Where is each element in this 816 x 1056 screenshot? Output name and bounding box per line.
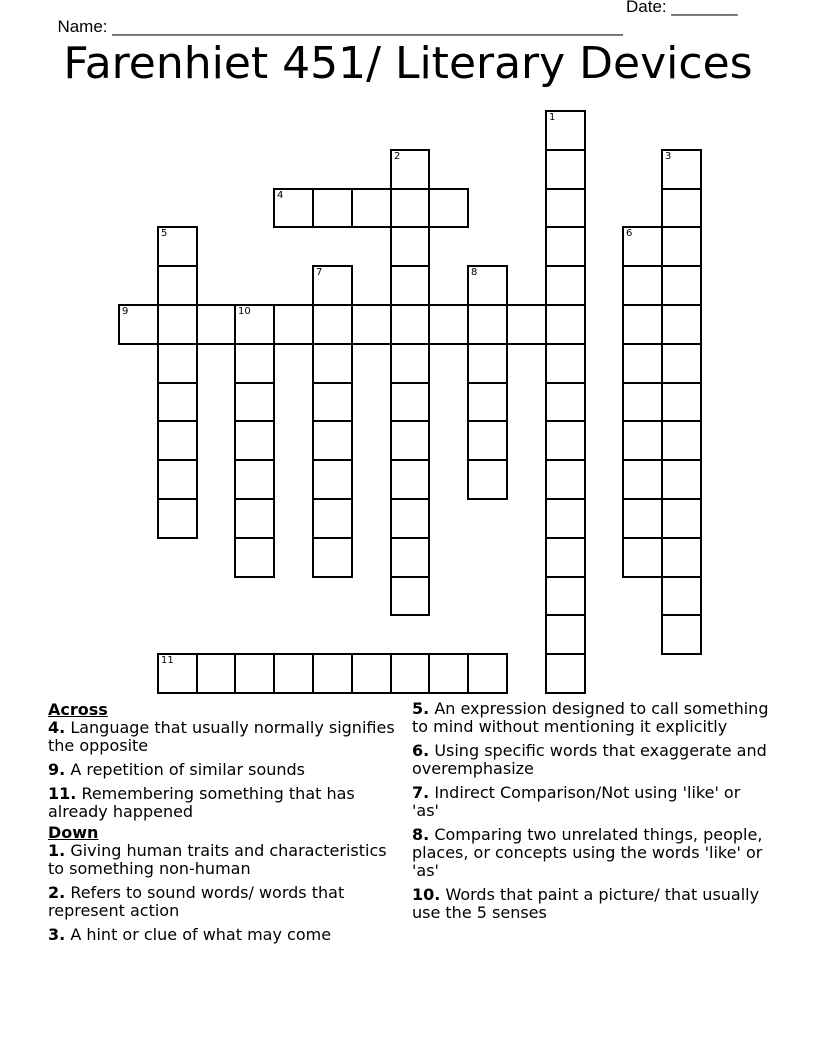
- crossword-cell[interactable]: [196, 653, 236, 694]
- crossword-cell[interactable]: [661, 537, 702, 578]
- crossword-cell[interactable]: [428, 653, 469, 694]
- crossword-cell[interactable]: [428, 304, 469, 345]
- crossword-cell[interactable]: [622, 343, 663, 384]
- crossword-cell[interactable]: [234, 653, 275, 694]
- clue-number: 3.: [48, 925, 66, 944]
- crossword-cell[interactable]: [661, 420, 702, 461]
- crossword-cell[interactable]: [545, 653, 586, 694]
- crossword-cell[interactable]: [157, 420, 198, 461]
- clue-text: Comparing two unrelated things, people, places, or concepts using the words 'like' or 'as': [412, 825, 763, 880]
- crossword-cell[interactable]: [545, 459, 586, 500]
- clue-number: 2.: [48, 883, 66, 902]
- crossword-cell[interactable]: [312, 498, 353, 539]
- crossword-cell[interactable]: [545, 382, 586, 422]
- clue-number-label: 9: [122, 306, 129, 317]
- crossword-cell[interactable]: [390, 459, 430, 500]
- crossword-cell[interactable]: [661, 382, 702, 422]
- clue-number-label: 3: [665, 151, 672, 162]
- crossword-cell[interactable]: [661, 614, 702, 655]
- crossword-cell[interactable]: [467, 459, 508, 500]
- clue-number: 5.: [412, 699, 430, 718]
- across-heading: Across: [48, 700, 108, 719]
- crossword-cell[interactable]: [622, 537, 663, 578]
- crossword-cell[interactable]: [390, 576, 430, 616]
- clue-text: Refers to sound words/ words that represent action: [48, 883, 345, 920]
- clue-number-label: 10: [238, 306, 251, 317]
- crossword-cell[interactable]: [661, 265, 702, 306]
- crossword-cell[interactable]: [622, 382, 663, 422]
- crossword-cell[interactable]: [661, 343, 702, 384]
- clue-down-7: [412, 784, 772, 820]
- crossword-cell[interactable]: [545, 537, 586, 578]
- crossword-cell[interactable]: [545, 188, 586, 228]
- crossword-cell[interactable]: [661, 304, 702, 345]
- crossword-cell[interactable]: [351, 304, 392, 345]
- crossword-cell[interactable]: [390, 188, 430, 228]
- crossword-cell[interactable]: [234, 420, 275, 461]
- crossword-cell[interactable]: [312, 304, 353, 345]
- crossword-cell[interactable]: [273, 188, 314, 228]
- crossword-cell[interactable]: [390, 498, 430, 539]
- clue-number-label: 5: [161, 228, 168, 239]
- crossword-cell[interactable]: [545, 343, 586, 384]
- crossword-cell[interactable]: [622, 498, 663, 539]
- clue-text: Using specific words that exaggerate and overemphasize: [412, 741, 767, 778]
- clue-across-4: [48, 719, 396, 755]
- clue-number: 4.: [48, 718, 66, 737]
- crossword-cell[interactable]: [157, 382, 198, 422]
- crossword-cell[interactable]: [622, 304, 663, 345]
- crossword-cell[interactable]: [661, 459, 702, 500]
- crossword-cell[interactable]: [622, 265, 663, 306]
- crossword-cell[interactable]: [273, 653, 314, 694]
- name-field-label: Name: ______________________________________________________: [57, 17, 623, 36]
- clue-text: An expression designed to call something to mind without mentioning it explicitly: [412, 699, 769, 736]
- crossword-cell[interactable]: [467, 343, 508, 384]
- clue-text: Words that paint a picture/ that usually use the 5 senses: [412, 885, 760, 922]
- clue-number-label: 1: [549, 112, 556, 123]
- clue-across-11: [48, 785, 396, 821]
- crossword-cell[interactable]: [157, 653, 198, 694]
- crossword-cell[interactable]: [157, 343, 198, 384]
- crossword-cell[interactable]: [157, 265, 198, 306]
- clue-down-10: [412, 886, 772, 922]
- clue-number: 1.: [48, 841, 66, 860]
- crossword-cell[interactable]: [467, 304, 508, 345]
- down-heading: Down: [48, 823, 99, 842]
- crossword-cell[interactable]: [545, 265, 586, 306]
- crossword-cell[interactable]: [234, 304, 275, 345]
- crossword-cell[interactable]: [234, 343, 275, 384]
- crossword-cell[interactable]: [234, 382, 275, 422]
- clue-number-label: 7: [316, 267, 323, 278]
- crossword-cell[interactable]: [390, 420, 430, 461]
- crossword-cell[interactable]: [234, 498, 275, 539]
- crossword-cell[interactable]: [312, 420, 353, 461]
- crossword-cell[interactable]: [273, 304, 314, 345]
- clue-number-label: 11: [161, 655, 174, 666]
- crossword-cell[interactable]: [390, 304, 430, 345]
- clue-number-label: 2: [394, 151, 401, 162]
- clue-number: 6.: [412, 741, 430, 760]
- clues-section: [0, 700, 816, 1000]
- crossword-cell[interactable]: [545, 149, 586, 190]
- clue-number: 11.: [48, 784, 77, 803]
- crossword-cell[interactable]: [118, 304, 159, 345]
- clue-text: Language that usually normally signifies the opposite: [48, 718, 395, 755]
- crossword-cell[interactable]: [390, 343, 430, 384]
- crossword-cell[interactable]: [312, 382, 353, 422]
- crossword-cell[interactable]: [545, 226, 586, 267]
- clue-number-label: 4: [277, 190, 284, 201]
- crossword-cell[interactable]: [234, 537, 275, 578]
- crossword-cell[interactable]: [428, 188, 469, 228]
- crossword-cell[interactable]: [390, 382, 430, 422]
- clue-down-1: [48, 842, 396, 878]
- crossword-cell[interactable]: [312, 188, 353, 228]
- crossword-cell[interactable]: [545, 498, 586, 539]
- crossword-cell[interactable]: [467, 382, 508, 422]
- crossword-cell[interactable]: [467, 653, 508, 694]
- crossword-cell[interactable]: [390, 265, 430, 306]
- crossword-cell[interactable]: [545, 110, 586, 151]
- crossword-cell[interactable]: [312, 265, 353, 306]
- crossword-cell[interactable]: [157, 226, 198, 267]
- crossword-cell[interactable]: [157, 498, 198, 539]
- crossword-cell[interactable]: [390, 226, 430, 267]
- crossword-cell[interactable]: [545, 304, 586, 345]
- clue-down-2: [48, 884, 396, 920]
- clue-text: Remembering something that has already happened: [48, 784, 355, 821]
- crossword-cell[interactable]: [312, 459, 353, 500]
- page-title: Farenhiet 451/ Literary Devices: [63, 38, 753, 89]
- clue-number: 10.: [412, 885, 441, 904]
- clue-down-8: [412, 826, 772, 880]
- clue-text: A repetition of similar sounds: [70, 760, 305, 779]
- crossword-cell[interactable]: [157, 304, 198, 345]
- clue-text: Giving human traits and characteristics to something non-human: [48, 841, 387, 878]
- crossword-cell[interactable]: [545, 614, 586, 655]
- crossword-cell[interactable]: [234, 459, 275, 500]
- clue-text: Indirect Comparison/Not using 'like' or 'as': [412, 783, 741, 820]
- clue-number: 7.: [412, 783, 430, 802]
- clue-down-5: [412, 700, 772, 736]
- crossword-cell[interactable]: [545, 420, 586, 461]
- clue-number: 8.: [412, 825, 430, 844]
- crossword-cell[interactable]: [661, 498, 702, 539]
- crossword-cell[interactable]: [390, 537, 430, 578]
- clue-number-label: 6: [626, 228, 633, 239]
- clues-right-column: [412, 700, 772, 928]
- date-field-label: Date: _______: [626, 0, 738, 16]
- clue-number-label: 8: [471, 267, 478, 278]
- crossword-cell[interactable]: [467, 420, 508, 461]
- crossword-cell[interactable]: [312, 537, 353, 578]
- clue-text: A hint or clue of what may come: [70, 925, 332, 944]
- crossword-cell[interactable]: [390, 653, 430, 694]
- crossword-cell[interactable]: [312, 653, 353, 694]
- crossword-cell[interactable]: [661, 188, 702, 228]
- crossword-cell[interactable]: [351, 188, 392, 228]
- crossword-cell[interactable]: [390, 149, 430, 190]
- clue-down-6: [412, 742, 772, 778]
- crossword-cell[interactable]: [506, 304, 547, 345]
- crossword-cell[interactable]: [351, 653, 392, 694]
- crossword-cell[interactable]: [622, 420, 663, 461]
- crossword-cell[interactable]: [157, 459, 198, 500]
- crossword-cell[interactable]: [622, 226, 663, 267]
- crossword-cell[interactable]: [622, 459, 663, 500]
- clues-left-column: [48, 700, 396, 950]
- crossword-cell[interactable]: [196, 304, 236, 345]
- clue-down-3: [48, 926, 396, 944]
- crossword-cell[interactable]: [467, 265, 508, 306]
- crossword-cell[interactable]: [661, 149, 702, 190]
- clue-number: 9.: [48, 760, 66, 779]
- crossword-cell[interactable]: [661, 226, 702, 267]
- crossword-cell[interactable]: [312, 343, 353, 384]
- crossword-cell[interactable]: [545, 576, 586, 616]
- clue-across-9: [48, 761, 396, 779]
- crossword-cell[interactable]: [661, 576, 702, 616]
